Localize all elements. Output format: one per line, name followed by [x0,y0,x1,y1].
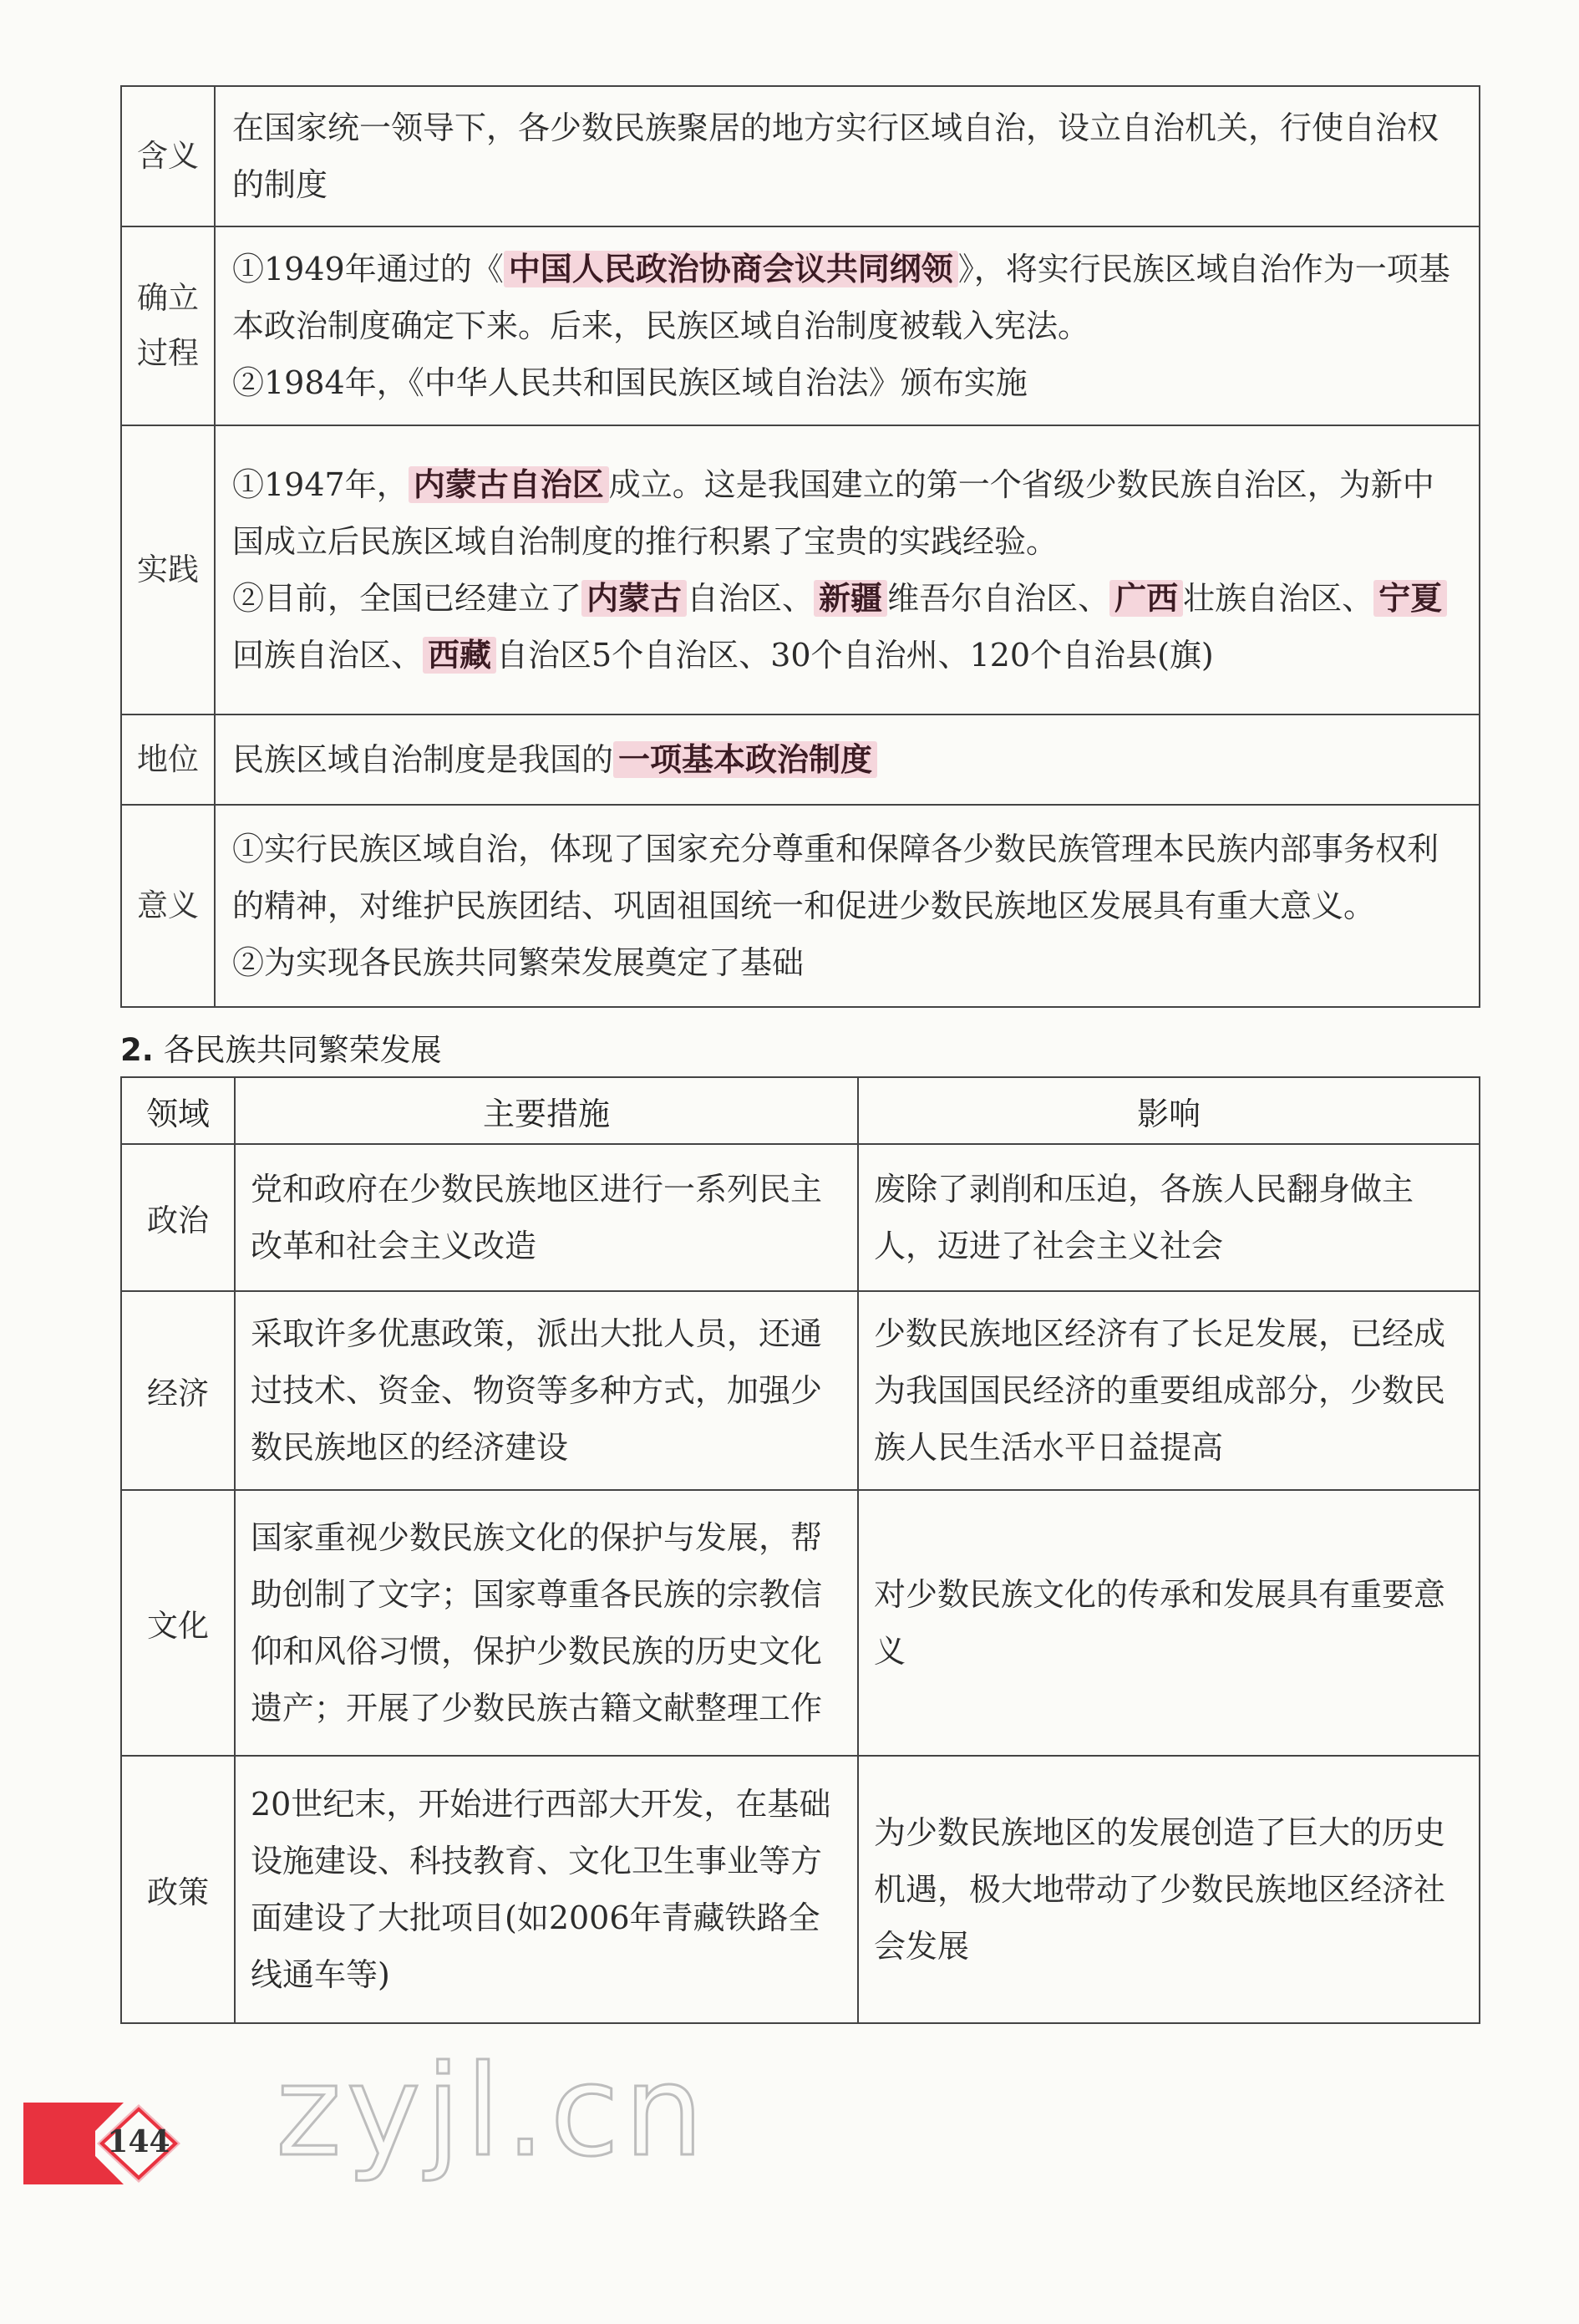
text-run: ①实行民族区域自治，体现了国家充分尊重和保障各少数民族管理本民族内部事务权利的精神，对维护民族团结、巩固祖国统一和促进少数民族地区发展具有重大意义。 [232,831,1439,924]
keyword-highlight: 西藏 [423,637,496,674]
text-run: 自治区5个自治区、30个自治州、120个自治县(旗) [496,637,1214,674]
keyword-highlight: 一项基本政治制度 [613,741,877,778]
row-head: 意义 [121,805,215,1007]
text-run: 自治区、 [687,580,815,617]
page-badge [23,2099,199,2188]
section-heading [120,1025,442,1070]
row-measure: 采取许多优惠政策，派出大批人员，还通过技术、资金、物资等多种方式，加强少数民族地区的经济建设 [235,1291,858,1490]
table-row [121,1490,1480,1756]
table-row [121,1291,1480,1490]
row-head: 实践 [121,425,215,714]
table-header-row [121,1077,1480,1144]
row-body [215,425,1480,714]
header-measures: 主要措施 [235,1077,858,1144]
row-head: 确立过程 [121,226,215,425]
keyword-highlight: 内蒙古 [581,580,687,617]
row-impact: 对少数民族文化的传承和发展具有重要意义 [858,1490,1480,1756]
row-head: 含义 [121,86,215,226]
table-row [121,1144,1480,1291]
table-row [121,226,1480,425]
section-number: 2. [120,1032,154,1068]
keyword-highlight: 新疆 [814,580,887,617]
page-number: 144 [107,2124,170,2159]
text-run: 维吾尔自治区、 [887,580,1110,617]
keyword-highlight: 广西 [1109,580,1183,617]
keyword-highlight: 中国人民政治协商会议共同纲领 [504,251,958,287]
row-impact: 少数民族地区经济有了长足发展，已经成为我国国民经济的重要组成部分，少数民族人民生活水平日益提高 [858,1291,1480,1490]
row-head: 文化 [121,1490,235,1756]
keyword-highlight: 内蒙古自治区 [409,466,609,503]
text-run: 回族自治区、 [232,637,424,674]
table-row [121,805,1480,1007]
paragraph [232,456,1464,570]
row-impact: 为少数民族地区的发展创造了巨大的历史机遇，极大地带动了少数民族地区经济社会发展 [858,1756,1480,2023]
paragraph [232,934,1464,991]
system-table [120,85,1480,1008]
text-run: 》，将实行民族区域自治作为一项基本政治制度确定下来。后来，民族区域自治制度被载入宪法。 [232,251,1450,344]
text-run: ②1984年，《中华人民共和国民族区域自治法》颁布实施 [232,364,1028,401]
row-head: 地位 [121,714,215,805]
row-body [215,805,1480,1007]
row-measure: 党和政府在少数民族地区进行一系列民主改革和社会主义改造 [235,1144,858,1291]
watermark: zyjl.cn [276,2039,709,2184]
table-row [121,1756,1480,2023]
row-head: 政策 [121,1756,235,2023]
row-measure: 国家重视少数民族文化的保护与发展，帮助创制了文字；国家尊重各民族的宗教信仰和风俗习惯，保护少数民族的历史文化遗产；开展了少数民族古籍文献整理工作 [235,1490,858,1756]
paragraph [232,821,1464,934]
header-impact: 影响 [858,1077,1480,1144]
paragraph [232,354,1464,411]
text-run: 在国家统一领导下，各少数民族聚居的地方实行区域自治，设立自治机关，行使自治权的制度 [232,109,1439,203]
row-measure: 20世纪末，开始进行西部大开发，在基础设施建设、科技教育、文化卫生事业等方面建设了大批项目(如2006年青藏铁路全线通车等) [235,1756,858,2023]
paragraph [232,570,1464,684]
keyword-highlight: 宁夏 [1373,580,1447,617]
paragraph [232,99,1464,213]
text-run: ①1947年， [232,466,409,503]
row-head: 政治 [121,1144,235,1291]
table-row [121,425,1480,714]
row-impact: 废除了剥削和压迫，各族人民翻身做主人，迈进了社会主义社会 [858,1144,1480,1291]
development-table [120,1076,1480,2024]
row-body [215,714,1480,805]
row-head: 经济 [121,1291,235,1490]
paragraph [232,241,1464,354]
text-run: ②目前，全国已经建立了 [232,580,582,617]
row-body [215,86,1480,226]
table-row [121,86,1480,226]
text-run: 成立。这是我国建立的第一个省级少数民族自治区，为新中国成立后民族区域自治制度的推行积累了宝贵的实践经验。 [232,466,1434,560]
table-row [121,714,1480,805]
text-run: 民族区域自治制度是我国的 [232,741,614,778]
text-run: ②为实现各民族共同繁荣发展奠定了基础 [232,944,805,981]
text-run: 壮族自治区、 [1183,580,1374,617]
row-body [215,226,1480,425]
section-title: 各民族共同繁荣发展 [163,1032,442,1068]
text-run: ①1949年通过的《 [232,251,504,287]
paragraph [232,731,1464,788]
header-field: 领域 [121,1077,235,1144]
